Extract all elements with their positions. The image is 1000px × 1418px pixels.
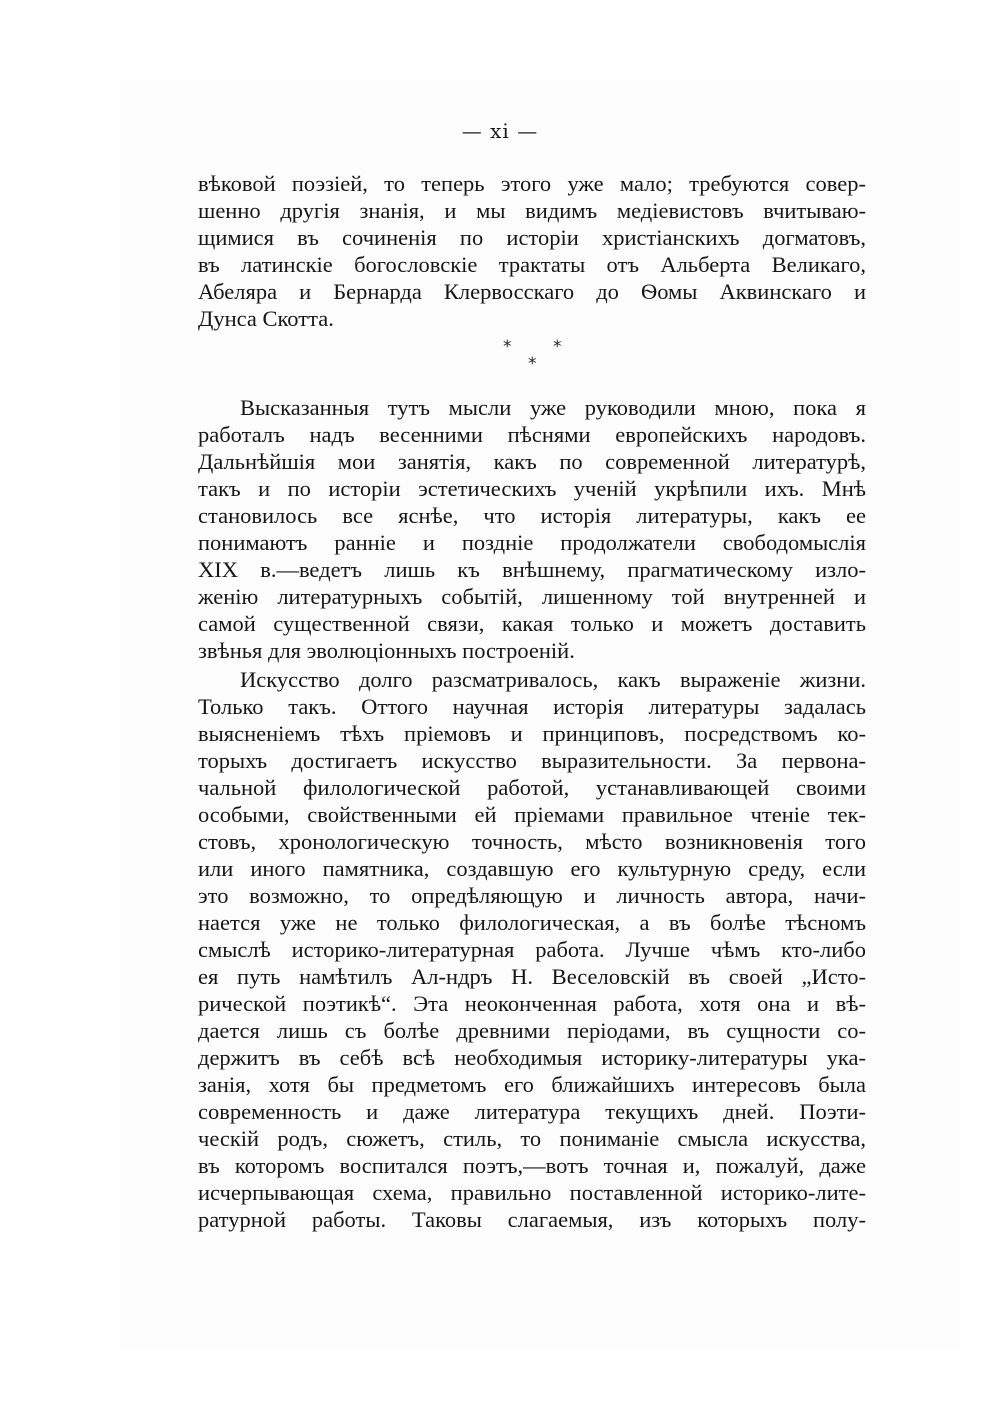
text-line: ратурной работы. Таковы слагаемыя, изъ которыхъ полу- [198,1207,866,1232]
text-line: звѣнья для эволюціонныхъ построеній. [198,638,575,663]
text-line: ческій родъ, сюжетъ, стиль, то пониманіе смысла искусства, [198,1126,866,1151]
text-line: Дальнѣйшія мои занятія, какъ по современной литературѣ, [198,449,866,474]
page-number: — xi — [461,119,539,143]
text-line: вѣковой поэзіей, то теперь этого уже мало; требуются совер- [198,171,866,196]
text-line: Высказанныя тутъ мысли уже руководили мною, пока я [240,395,866,420]
section-asterism [198,332,866,390]
text-line: особыми, свойственными ей пріемами правильное чтеніе тек- [198,802,866,827]
text-line: Только такъ. Оттого научная исторія литературы задалась [198,694,866,719]
asterism-star: * [553,337,562,357]
text-line: женію литературныхъ событій, лишенному той внутренней и [198,584,866,609]
text-line: чальной филологической работой, устанавливающей своими [198,775,866,800]
text-line: ея путь намѣтилъ Ал-ндръ Н. Веселовскій въ своей „Исто- [198,964,866,989]
text-line: или иного памятника, создавшую его культурную среду, если [198,856,866,881]
text-line: понимаютъ ранніе и поздніе продолжатели свободомыслія [198,530,866,555]
text-line: рической поэтикѣ“. Эта неоконченная работа, хотя она и вѣ- [198,991,866,1016]
text-line: исчерпывающая схема, правильно поставленной историко-лите- [198,1180,866,1205]
paragraph [198,394,866,664]
text-line: Дунса Скотта. [198,306,334,331]
text-line: въ которомъ воспитался поэтъ,—вотъ точная и, пожалуй, даже [198,1153,866,1178]
text-line: торыхъ достигаетъ искусство выразительности. За первона- [198,748,866,773]
text-line: въ латинскіе богословскіе трактаты отъ Альберта Великаго, [198,252,866,277]
text-line: смыслѣ историко-литературная работа. Лучше чѣмъ кто-либо [198,937,866,962]
text-line: шенно другія знанія, и мы видимъ медіевистовъ вчитываю- [198,198,866,223]
paragraph-continuation [198,170,866,332]
text-line: это возможно, то опредѣляющую и личность автора, начи- [198,883,866,908]
text-line: дается лишь съ болѣе древними періодами, въ сущности со- [198,1018,866,1043]
text-line: занія, хотя бы предметомъ его ближайшихъ интересовъ была [198,1072,866,1097]
text-line: Абеляра и Бернарда Клервосскаго до Ѳомы Аквинскаго и [198,279,866,304]
paragraph [198,666,866,1233]
text-line: становилось все яснѣе, что исторія литературы, какъ ее [198,503,866,528]
text-line: самой существенной связи, какая только и можетъ доставить [198,611,866,636]
text-line: современность и даже литература текущихъ дней. Поэти- [198,1099,866,1124]
text-body [198,170,866,1233]
text-line: Искусство долго разсматривалось, какъ выраженіе жизни. [240,667,866,692]
text-line: щимися въ сочиненія по исторіи христіанскихъ догматовъ, [198,225,866,250]
text-line: такъ и по исторіи эстетическихъ ученій укрѣпили ихъ. Мнѣ [198,476,866,501]
asterism-star: * [528,354,537,374]
text-line: держитъ въ себѣ всѣ необходимыя историку-литературы ука- [198,1045,866,1070]
text-line: XIX в.—ведетъ лишь къ внѣшнему, прагматическому изло- [198,557,866,582]
text-line: выясненіемъ тѣхъ пріемовъ и принциповъ, посредствомъ ко- [198,721,866,746]
text-line: стовъ, хронологическую точность, мѣсто возникновенія того [198,829,866,854]
text-line: работалъ надъ весенними пѣснями европейскихъ народовъ. [198,422,866,447]
text-line: нается уже не только филологическая, а въ болѣе тѣсномъ [198,910,866,935]
asterism-star: * [503,337,512,357]
